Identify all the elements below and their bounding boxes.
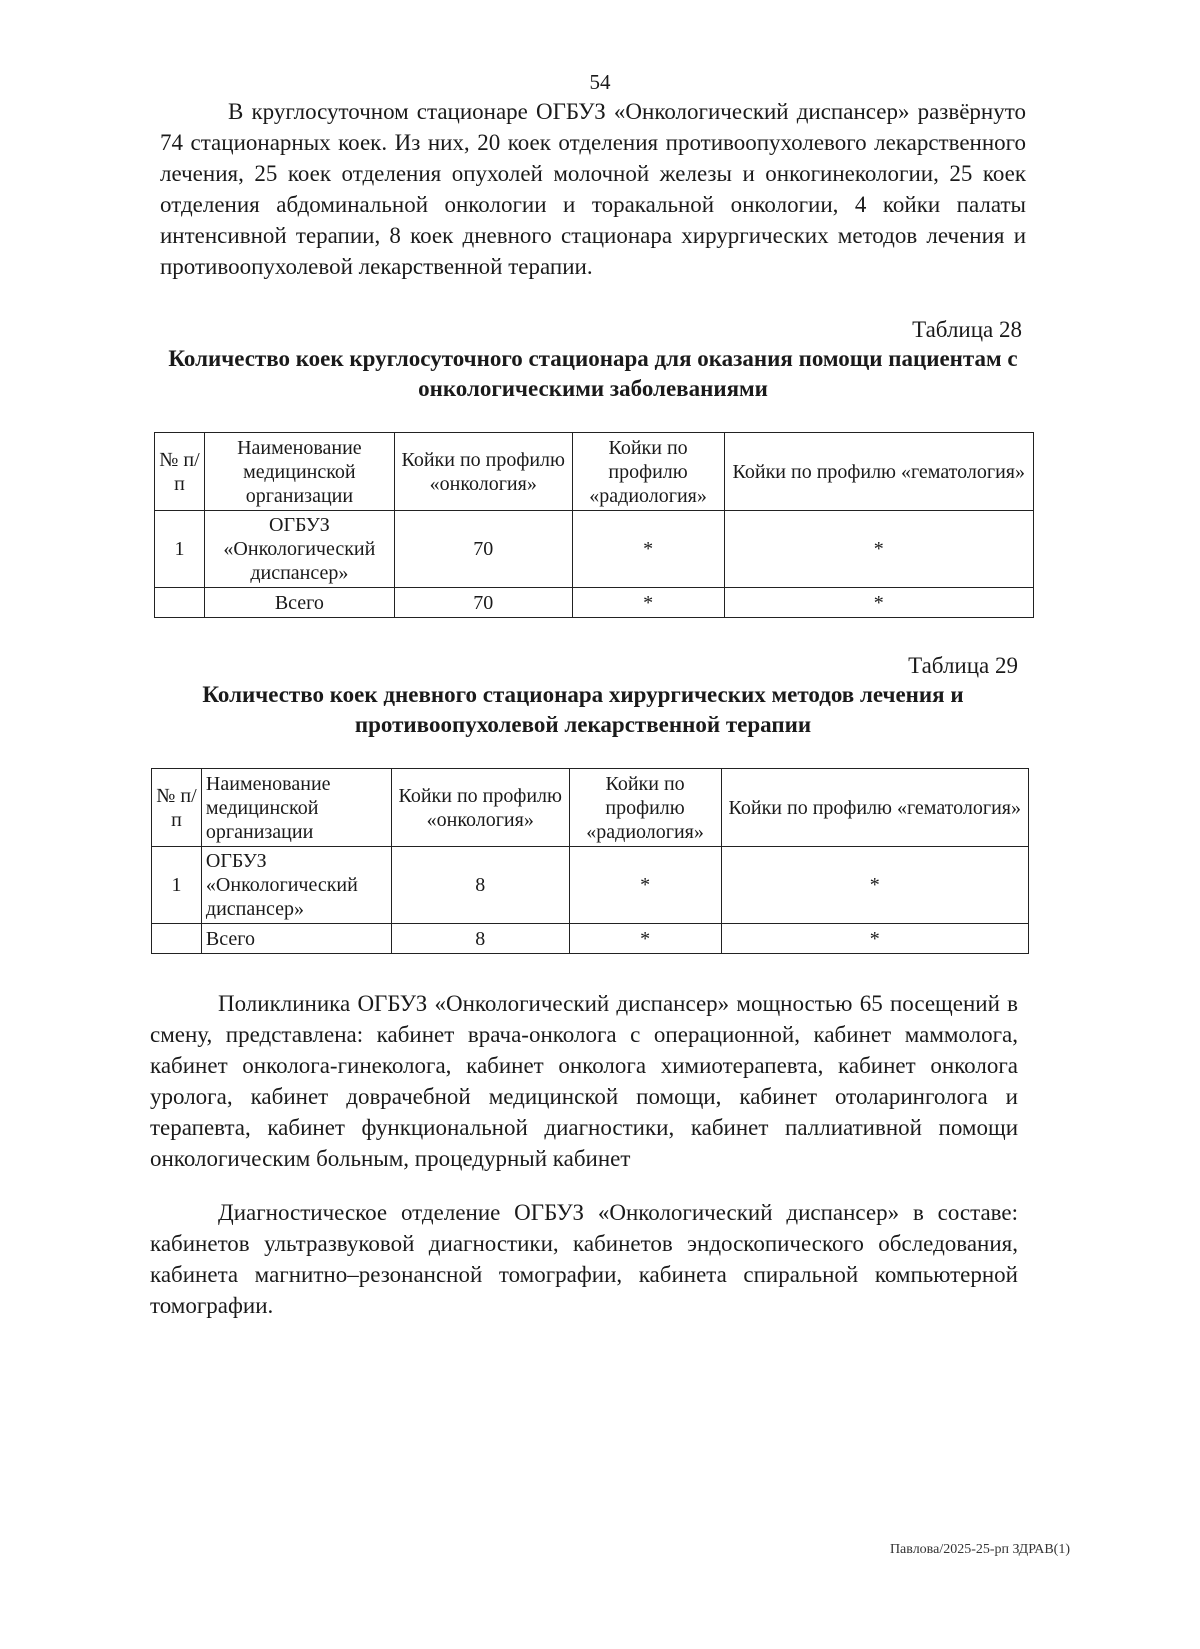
total-radiology: * xyxy=(569,924,721,954)
header-num: № п/п xyxy=(152,769,202,847)
header-hematology: Койки по профилю «гематология» xyxy=(721,769,1028,847)
cell-hematology: * xyxy=(721,847,1028,924)
cell-radiology: * xyxy=(569,847,721,924)
table-row xyxy=(155,511,1034,588)
cell-num: 1 xyxy=(155,511,205,588)
page-number: 54 xyxy=(589,70,611,94)
header-radiology: Койки по профилю «радиология» xyxy=(572,433,724,511)
total-oncology: 8 xyxy=(391,924,569,954)
table-28-title: Количество коек круглосуточного стационара для оказания помощи пациентам с онкологическими заболеваниями xyxy=(168,346,1018,401)
table-29-title: Количество коек дневного стационара хирургических методов лечения и противоопухолевой лекарственной терапии xyxy=(202,682,964,737)
header-radiology: Койки по профилю «радиология» xyxy=(569,769,721,847)
total-num xyxy=(155,588,205,618)
cell-hematology: * xyxy=(724,511,1033,588)
cell-org: ОГБУЗ «Онкологический диспансер» xyxy=(204,511,394,588)
table-29-label: Таблица 29 xyxy=(908,653,1018,678)
cell-oncology: 8 xyxy=(391,847,569,924)
table-row xyxy=(152,847,1029,924)
header-oncology: Койки по профилю «онкология» xyxy=(391,769,569,847)
cell-radiology: * xyxy=(572,511,724,588)
table-header-row xyxy=(152,769,1029,847)
total-label: Всего xyxy=(204,588,394,618)
total-oncology: 70 xyxy=(394,588,572,618)
diagnostic-paragraph: Диагностическое отделение ОГБУЗ «Онкологический диспансер» в составе: кабинетов ультразвуковой диагностики, кабинетов эндоскопического обследования, кабинета магнитно–резонансной томографии, кабинета спиральной компьютерной томографии. xyxy=(150,1200,1018,1318)
total-label: Всего xyxy=(201,924,391,954)
header-oncology: Койки по профилю «онкология» xyxy=(394,433,572,511)
table-header-row xyxy=(155,433,1034,511)
table-total-row xyxy=(155,588,1034,618)
table-total-row xyxy=(152,924,1029,954)
document-code: Павлова/2025-25-рп ЗДРАВ(1) xyxy=(889,1542,1070,1557)
table-29 xyxy=(151,768,1029,954)
cell-num: 1 xyxy=(152,847,202,924)
table-28 xyxy=(154,432,1034,618)
header-org: Наименование медицинской организации xyxy=(201,769,391,847)
header-org: Наименование медицинской организации xyxy=(204,433,394,511)
table-28-label: Таблица 28 xyxy=(912,317,1022,342)
cell-org: ОГБУЗ «Онкологический диспансер» xyxy=(201,847,391,924)
total-hematology: * xyxy=(721,924,1028,954)
header-hematology: Койки по профилю «гематология» xyxy=(724,433,1033,511)
header-num: № п/п xyxy=(155,433,205,511)
intro-paragraph: В круглосуточном стационаре ОГБУЗ «Онкологический диспансер» развёрнуто 74 стационарных коек. Из них, 20 коек отделения противоопухолевого лекарственного лечения, 25 коек отделения опухолей молочной железы и онкогинекологии, 25 коек отделения абдоминальной онкологии и торакальной онкологии, 4 койки палаты интенсивной терапии, 8 коек дневного стационара хирургических методов лечения и противоопухолевой лекарственной терапии. xyxy=(160,99,1026,279)
total-radiology: * xyxy=(572,588,724,618)
total-hematology: * xyxy=(724,588,1033,618)
cell-oncology: 70 xyxy=(394,511,572,588)
polyclinic-paragraph: Поликлиника ОГБУЗ «Онкологический диспансер» мощностью 65 посещений в смену, представлена: кабинет врача-онколога с операционной, кабинет маммолога, кабинет онколога-гинеколога, кабинет онколога химиотерапевта, кабинет онколога уролога, кабинет доврачебной медицинской помощи, кабинет отоларинголога и терапевта, кабинет функциональной диагностики, кабинет паллиативной помощи онкологическим больным, процедурный кабинет xyxy=(150,991,1018,1171)
total-num xyxy=(152,924,202,954)
